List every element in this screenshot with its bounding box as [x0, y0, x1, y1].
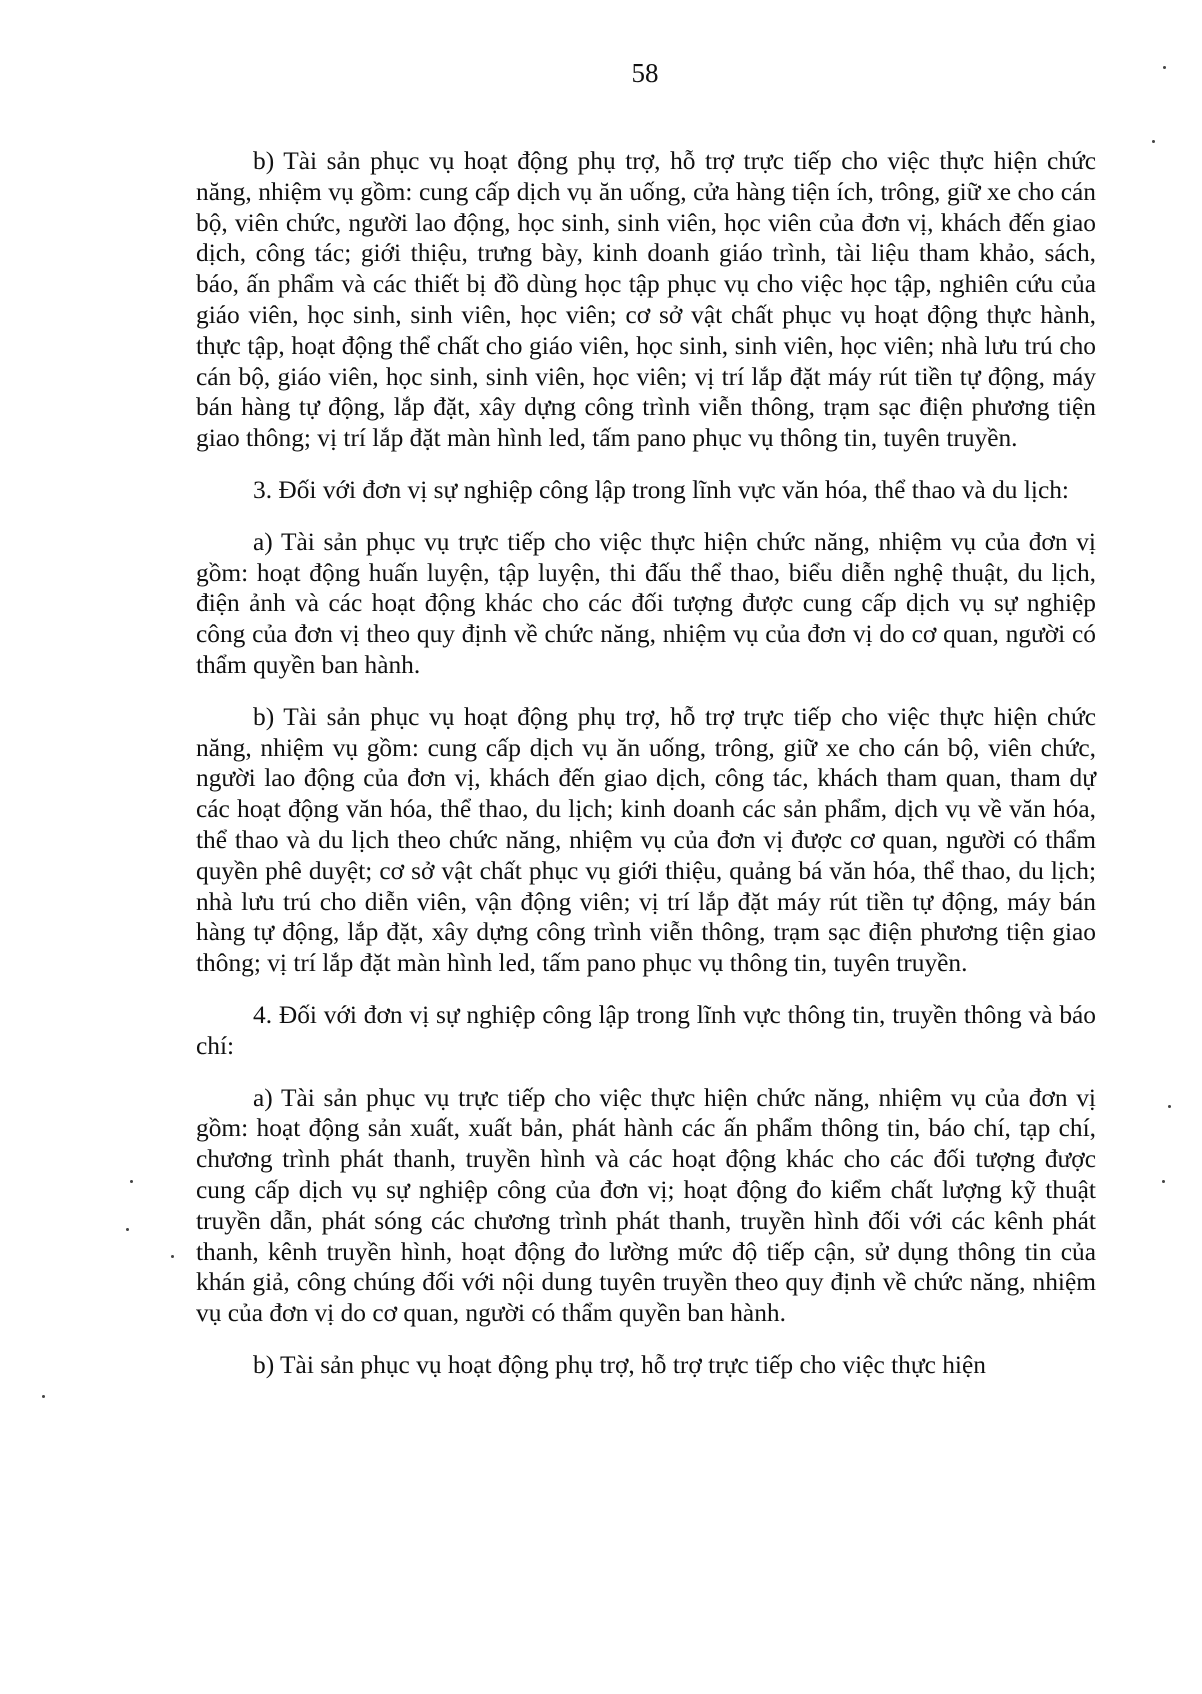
paragraph-4a-media-direct: a) Tài sản phục vụ trực tiếp cho việc thực hiện chức năng, nhiệm vụ của đơn vị gồm: hoạt động sản xuất, xuất bản, phát hành các ấn phẩm thông tin, báo chí, tạp chí, chương trình phát thanh, truyền hình và các hoạt động khác cho các đối tượng được cung cấp dịch vụ sự nghiệp công của đơn vị; hoạt động đo kiểm chất lượng kỹ thuật truyền dẫn, phát sóng các chương trình phát thanh, truyền hình đối với các kênh phát thanh, kênh truyền hình, hoạt động đo lường mức độ tiếp cận, sử dụng thông tin của khán giả, công chúng đối với nội dung tuyên truyền theo quy định về chức năng, nhiệm vụ của đơn vị do cơ quan, người có thẩm quyền ban hành.	[196, 1083, 1096, 1328]
paragraph-4b-media-support: b) Tài sản phục vụ hoạt động phụ trợ, hỗ trợ trực tiếp cho việc thực hiện	[253, 1350, 986, 1379]
scan-speck	[171, 1255, 174, 1258]
scan-speck	[1168, 1105, 1171, 1108]
paragraph-2b-education-support: b) Tài sản phục vụ hoạt động phụ trợ, hỗ trợ trực tiếp cho việc thực hiện chức năng, nhiệm vụ gồm: cung cấp dịch vụ ăn uống, cửa hàng tiện ích, trông, giữ xe cho cán bộ, viên chức, người lao động, học sinh, sinh viên, học viên của đơn vị, khách đến giao dịch, công tác; giới thiệu, trưng bày, kinh doanh giáo trình, tài liệu tham khảo, sách, báo, ấn phẩm và các thiết bị đồ dùng học tập phục vụ cho việc học tập, nghiên cứu của giáo viên, học sinh, sinh viên, học viên; cơ sở vật chất phục vụ hoạt động thực hành, thực tập, hoạt động thể chất cho giáo viên, học sinh, sinh viên, học viên; nhà lưu trú cho cán bộ, giáo viên, học sinh, sinh viên, học viên; vị trí lắp đặt máy rút tiền tự động, máy bán hàng tự động, lắp đặt, xây dựng công trình viễn thông, trạm sạc điện phương tiện giao thông; vị trí lắp đặt màn hình led, tấm pano phục vụ thông tin, tuyên truyền.	[196, 147, 1096, 453]
page-number: 58	[631, 58, 659, 88]
scan-speck	[1152, 140, 1155, 143]
paragraph-3-culture-heading: 3. Đối với đơn vị sự nghiệp công lập trong lĩnh vực văn hóa, thể thao và du lịch:	[253, 475, 1069, 504]
scan-speck	[126, 1228, 129, 1231]
paragraph-3b-culture-support: b) Tài sản phục vụ hoạt động phụ trợ, hỗ trợ trực tiếp cho việc thực hiện chức năng, nhiệm vụ gồm: cung cấp dịch vụ ăn uống, trông, giữ xe cho cán bộ, viên chức, người lao động của đơn vị, khách đến giao dịch, công tác, khách tham quan, tham dự các hoạt động văn hóa, thể thao, du lịch; kinh doanh các sản phẩm, dịch vụ về văn hóa, thể thao và du lịch theo chức năng, nhiệm vụ của đơn vị được cơ quan, người có thẩm quyền phê duyệt; cơ sở vật chất phục vụ giới thiệu, quảng bá văn hóa, thể thao, du lịch; nhà lưu trú cho diễn viên, vận động viên; vị trí lắp đặt máy rút tiền tự động, máy bán hàng tự động, lắp đặt, xây dựng công trình viễn thông, trạm sạc điện phương tiện giao thông; vị trí lắp đặt màn hình led, tấm pano phục vụ thông tin, tuyên truyền.	[196, 702, 1096, 978]
scan-speck	[1163, 66, 1166, 69]
scan-speck	[42, 1395, 45, 1398]
paragraph-4-media-heading: 4. Đối với đơn vị sự nghiệp công lập trong lĩnh vực thông tin, truyền thông và báo chí:	[196, 1000, 1096, 1060]
scan-speck	[1162, 1180, 1165, 1183]
document-body	[196, 146, 1096, 1381]
paragraph-3a-culture-direct: a) Tài sản phục vụ trực tiếp cho việc thực hiện chức năng, nhiệm vụ của đơn vị gồm: hoạt động huấn luyện, tập luyện, thi đấu thể thao, biểu diễn nghệ thuật, du lịch, điện ảnh và các hoạt động khác cho các đối tượng được cung cấp dịch vụ sự nghiệp công của đơn vị theo quy định về chức năng, nhiệm vụ của đơn vị do cơ quan, người có thẩm quyền ban hành.	[196, 527, 1096, 679]
scan-speck	[130, 1180, 133, 1183]
